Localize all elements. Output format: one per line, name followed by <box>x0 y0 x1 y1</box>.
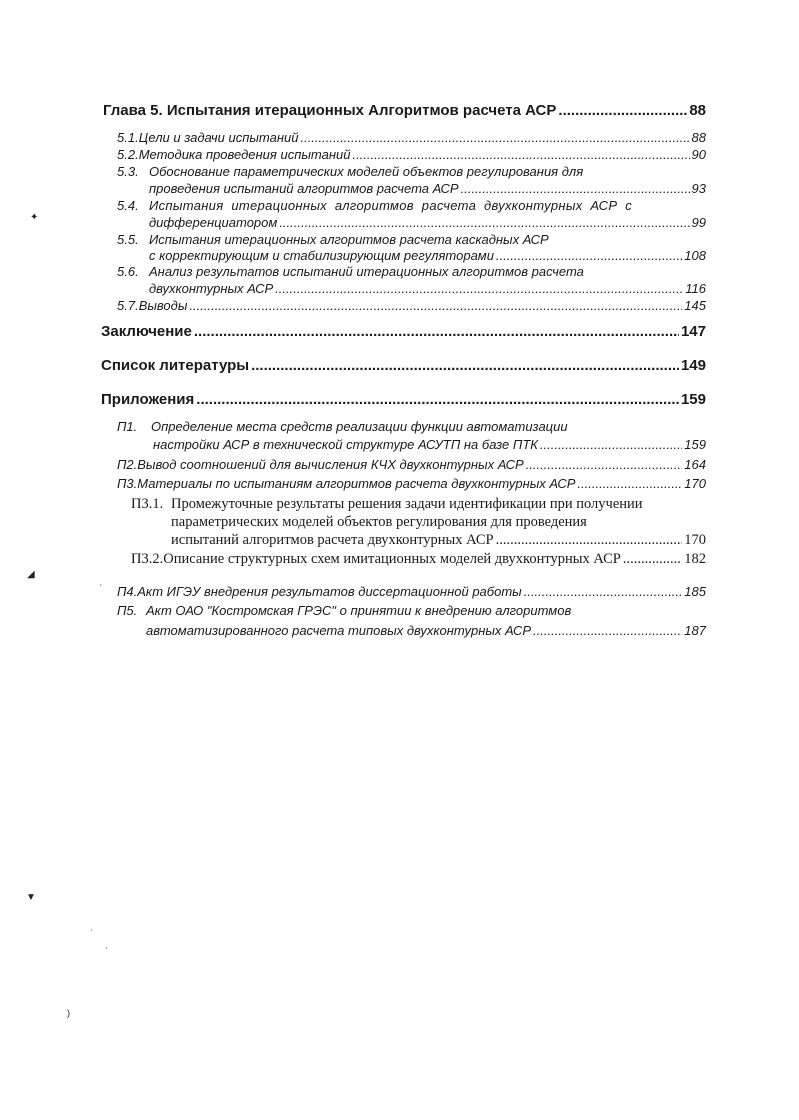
references-title: Список литературы <box>101 357 250 374</box>
entry-title-cont: параметрических моделей объектов регулирования для проведения <box>171 514 587 530</box>
entry-number: 5.5. <box>117 232 139 247</box>
entry-title: Испытания итерационных алгоритмов расчета каскадных АСР <box>149 232 549 247</box>
entry-number: 5.1. <box>117 130 139 145</box>
entry-title: Цели и задачи испытаний <box>138 130 299 145</box>
toc-entry-5-6 <box>117 264 706 279</box>
entry-number: П3.2. <box>131 551 164 567</box>
toc-entry-5-4 <box>117 198 706 213</box>
entry-page: 182 <box>684 551 706 567</box>
entry-title: Акт ОАО "Костромская ГРЭС" о принятии к внедрению алгоритмов <box>146 603 572 618</box>
toc-entry-5-3-cont <box>149 181 706 196</box>
entry-title-cont: дифференциатором <box>149 215 278 230</box>
entry-title-cont: с корректирующим и стабилизирующим регуляторами <box>149 248 494 263</box>
toc-entry-p3-1-cont2 <box>171 532 706 549</box>
entry-title: Описание структурных схем имитационных моделей двухконтурных АСР <box>163 551 621 567</box>
leader-dots <box>352 147 689 162</box>
conclusion-title: Заключение <box>101 323 192 340</box>
entry-page: 159 <box>684 437 706 452</box>
entry-page: 170 <box>684 532 706 548</box>
leader-dots <box>496 248 682 263</box>
entry-number: 5.6. <box>117 264 139 279</box>
chapter-5-heading <box>103 102 706 119</box>
toc-entry-p1 <box>117 419 706 434</box>
entry-page: 145 <box>684 298 706 313</box>
toc-entry-5-2 <box>117 147 706 162</box>
conclusion-page: 147 <box>680 323 706 340</box>
conclusion-heading <box>101 323 706 340</box>
entry-page: 185 <box>684 584 706 599</box>
entry-page: 164 <box>684 457 706 472</box>
entry-page: 116 <box>685 281 706 296</box>
leader-dots <box>623 551 682 568</box>
leader-dots <box>558 102 687 119</box>
leader-dots <box>194 323 679 340</box>
entry-title-cont: проведения испытаний алгоритмов расчета АСР <box>149 181 459 196</box>
leader-dots <box>189 298 682 313</box>
entry-number: П5. <box>117 603 138 618</box>
scan-speck: • <box>100 582 102 587</box>
toc-entry-p5-cont <box>146 623 706 638</box>
entry-title: Методика проведения испытаний <box>138 147 351 162</box>
scan-speck: ✦ <box>30 212 39 223</box>
toc-entry-5-6-cont <box>149 281 706 296</box>
toc-entry-5-7 <box>117 298 706 313</box>
leader-dots <box>300 130 689 145</box>
entry-title: Испытания итерационных алгоритмов расчета двухконтурных АСР с <box>149 198 633 213</box>
leader-dots <box>275 281 683 296</box>
toc-entry-p3-1-cont <box>171 514 706 531</box>
entry-number: П2. <box>117 457 138 472</box>
leader-dots <box>540 437 682 452</box>
entry-title: Обоснование параметрических моделей объектов регулирования для <box>149 164 584 179</box>
entry-page: 93 <box>691 181 706 196</box>
toc-entry-5-3 <box>117 164 706 179</box>
leader-dots <box>496 532 683 549</box>
entry-page: 170 <box>684 476 706 491</box>
toc-entry-p4 <box>117 584 706 599</box>
scan-speck: ▼ <box>26 892 36 903</box>
toc-entry-p2 <box>117 457 706 472</box>
entry-number: 5.2. <box>117 147 139 162</box>
appendices-title: Приложения <box>101 391 195 408</box>
toc-entry-p3-2 <box>131 551 706 568</box>
entry-page: 90 <box>691 147 706 162</box>
entry-title: Выводы <box>138 298 188 313</box>
toc-entry-p5 <box>117 603 706 618</box>
leader-dots <box>533 623 682 638</box>
entry-title: Промежуточные результаты решения задачи идентификации при получении <box>171 496 643 512</box>
leader-dots <box>461 181 690 196</box>
toc-entry-p3-1 <box>131 496 706 513</box>
scan-speck: • <box>91 927 93 932</box>
appendices-heading <box>101 391 706 408</box>
toc-entry-5-5 <box>117 232 706 247</box>
toc-entry-5-1 <box>117 130 706 145</box>
chapter-5-page: 88 <box>689 102 706 119</box>
references-page: 149 <box>680 357 706 374</box>
scan-speck: • <box>106 945 108 950</box>
scan-speck: ◢ <box>27 569 35 580</box>
chapter-5-title: Глава 5. Испытания итерационных Алгоритмов расчета АСР <box>103 102 557 119</box>
entry-title: Акт ИГЭУ внедрения результатов диссертационной работы <box>137 584 522 599</box>
toc-entry-5-4-cont <box>149 215 706 230</box>
entry-title-cont: автоматизированного расчета типовых двухконтурных АСР <box>146 623 532 638</box>
entry-title-cont: настройки АСР в технической структуре АСУТП на базе ПТК <box>153 437 538 452</box>
entry-number: П1. <box>117 419 138 434</box>
leader-dots <box>577 476 682 491</box>
entry-title: Вывод соотношений для вычисления КЧХ двухконтурных АСР <box>137 457 524 472</box>
entry-page: 88 <box>691 130 706 145</box>
entry-title-cont: испытаний алгоритмов расчета двухконтурных АСР <box>171 532 494 548</box>
toc-entry-p3 <box>117 476 706 491</box>
references-heading <box>101 357 706 374</box>
leader-dots <box>251 357 679 374</box>
appendices-page: 159 <box>680 391 706 408</box>
entry-title: Анализ результатов испытаний итерационных алгоритмов расчета <box>149 264 584 279</box>
toc-entry-5-5-cont <box>149 248 706 263</box>
entry-number: 5.3. <box>117 164 139 179</box>
entry-number: П4. <box>117 584 138 599</box>
entry-page: 99 <box>691 215 706 230</box>
leader-dots <box>196 391 679 408</box>
entry-title-cont: двухконтурных АСР <box>149 281 274 296</box>
entry-page: 187 <box>684 623 706 638</box>
scan-speck: ) <box>67 1008 70 1018</box>
entry-number: П3.1. <box>131 496 164 512</box>
entry-page: 108 <box>684 248 706 263</box>
entry-title: Определение места средств реализации функции автоматизации <box>151 419 568 434</box>
entry-number: 5.4. <box>117 198 139 213</box>
toc-entry-p1-cont <box>153 437 706 452</box>
leader-dots <box>279 215 689 230</box>
leader-dots <box>526 457 683 472</box>
entry-title: Материалы по испытаниям алгоритмов расчета двухконтурных АСР <box>137 476 576 491</box>
leader-dots <box>524 584 683 599</box>
entry-number: П3. <box>117 476 138 491</box>
entry-number: 5.7. <box>117 298 139 313</box>
